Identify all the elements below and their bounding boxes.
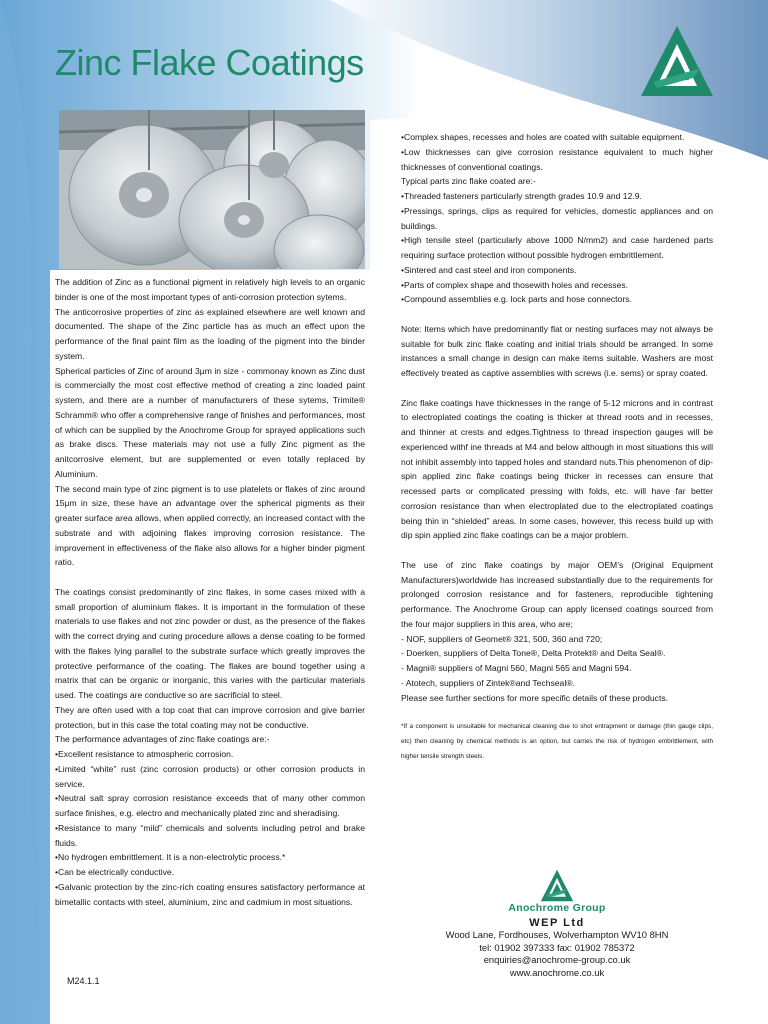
body-paragraph: Zinc flake coatings have thicknesses in the range of 5-12 microns and in contrast to electroplated coatings the coating is thicker at thread roots and in recesses, and thinner at crests and edges.Tightness to thread inspection gauges will be experienced withf ine threads at M4 and below although in most situations this will not inhibit assembly into tapped holes and standard nuts.This phenomenon of dip-spin applied zinc flake coatings being thicker in recesses can ensure that recessed parts or complicated pressing with folds, etc. will have far better corrosion resistance than when electroplated due to the electroplated coatings being thin in “shielded” areas. In some cases, however, this recess build up with dip spin applied zinc flake coatings can be a major problem.: [401, 397, 713, 541]
body-paragraph: They are often used with a top coat that can improve corrosion and give barrier protection, but in this case the total coating may not be conductive.: [55, 704, 365, 730]
right-text-column: [401, 130, 713, 764]
body-paragraph: •High tensile steel (particularly above 1000 N/mm2) and case hardened parts requiring surface protection without possible hydrogen embrittlement.: [401, 235, 713, 260]
footer-contact-block: [401, 868, 713, 979]
body-paragraph: •Complex shapes, recesses and holes are coated with suitable equipment.: [401, 132, 685, 142]
phone-fax: tel: 01902 397333 fax: 01902 785372: [479, 941, 635, 953]
paragraph-gap: [401, 381, 713, 396]
body-paragraph: •Galvanic protection by the zinc-rich coating ensures satisfactory performance at bimetallic contacts with steel, aluminium, zinc and cadmium in most situations.: [55, 881, 365, 907]
body-paragraph: Typical parts zinc flake coated are:-: [401, 176, 536, 187]
paragraph-gap: [401, 705, 713, 720]
body-paragraph: •Low thicknesses can give corrosion resistance equivalent to much higher thicknesses of conventional coatings.: [401, 146, 713, 172]
email-link[interactable]: enquiries@anochrome-group.co.uk: [483, 954, 631, 965]
body-paragraph: •No hydrogen embrittlement. It is a non-electrolytic process.*: [55, 852, 286, 863]
left-text-column: [55, 275, 365, 909]
body-paragraph: •Neutral salt spray corrosion resistance exceeds that of many other common surface finishes, e.g. electro and mechanically plated zinc and sheradising.: [55, 793, 365, 818]
body-paragraph: The performance advantages of zinc flake coatings are:-: [55, 734, 270, 745]
body-paragraph: •Can be electrically conductive.: [55, 867, 175, 877]
address: Wood Lane, Fordhouses, Wolverhampton WV10 8HN: [445, 929, 669, 940]
body-paragraph: The addition of Zinc as a functional pigment in relatively high levels to an organic binder is one of the most important types of anti-corrosion protection sytems.: [55, 277, 365, 302]
body-paragraph: •Compound assemblies e.g. lock parts and hose connectors.: [401, 294, 632, 305]
body-paragraph: The anticorrosive properties of zinc as explained elsewhere are well known and documented. The shape of the Zinc particle has as much an effect upon the performance of the final paint film as the loading of the pigment into the binder system.: [55, 306, 365, 361]
website-link[interactable]: www.anochrome.co.uk: [509, 966, 605, 978]
body-paragraph: Please see further sections for more specific details of these products.: [401, 692, 669, 703]
body-paragraph: •Parts of complex shape and thosewith holes and recesses.: [401, 279, 629, 290]
body-paragraph: - Doerken, suppliers of Delta Tone®, Delta Protekt® and Delta Seal®.: [401, 648, 666, 659]
paragraph-gap: [401, 307, 713, 322]
body-paragraph: •Excellent resistance to atmospheric corrosion.: [55, 749, 234, 759]
page-title: Zinc Flake Coatings: [55, 42, 364, 83]
body-paragraph: The coatings consist predominantly of zinc flakes, in some cases mixed with a small proportion of aluminium flakes. It is important in the formulation of these materials to use flakes and not zinc powder or dust, as the presence of the flakes with the correct drying and curing procedure allows a dense coating to be formed with the flakes lying parallel to the substrate surface which greatly improves the protective performance of the coating. The flakes are bound together using a matrix that can be organic or inorganic, this varies with the particular materials used. The coatings are conductive so are sacrificial to steel.: [55, 586, 365, 700]
body-paragraph: •Pressings, springs, clips as required for vehicles, domestic appliances and on buildings.: [401, 205, 713, 231]
body-paragraph: - Magni® suppliers of Magni 560, Magni 565 and Magni 594.: [401, 663, 632, 673]
body-paragraph: •Threaded fasteners particularly strength grades 10.9 and 12.9.: [401, 191, 642, 201]
body-paragraph: Note: Items which have predominantly flat or nesting surfaces may not always be suitable for bulk zinc flake coating and initial trials should be arranged. In some instances a small change in design can make items suitable. Washers are most effectively treated as captive assemblies with screws (i.e. sems) or spray coated.: [401, 323, 713, 378]
body-paragraph: •Resistance to many “mild” chemicals and solvents including petrol and brake fluids.: [55, 822, 365, 848]
body-paragraph: - NOF, suppliers of Geomet® 321, 500, 360 and 720;: [401, 633, 603, 644]
paragraph-gap: [55, 570, 365, 585]
company-name: WEP Ltd: [529, 917, 585, 929]
anochrome-footer-logo-icon: [539, 868, 575, 904]
reference-code: M24.1.1: [67, 976, 100, 986]
group-name: Anochrome Group: [508, 902, 606, 914]
body-paragraph: The second main type of zinc pigment is to use platelets or flakes of zinc around 15μm in size, these have an advantage over the spherical pigments as their greater surface area allows, when applied correctly, an increased contact with the substrate and with adjoining flakes improving corrosion resistance. The improvement in effectiveness of the flake also allows for a higher binder pigment ratio.: [55, 483, 365, 568]
paragraph-gap: [401, 543, 713, 558]
body-paragraph: •Sintered and cast steel and iron components.: [401, 264, 577, 275]
body-paragraph: •Limited “white” rust (zinc corrosion products) or other corrosion products in service.: [55, 763, 365, 789]
body-paragraph: The use of zinc flake coatings by major OEM’s (Original Equipment Manufacturers)worldwide has increased substantially due to the requirements for prolonged corrosion resistance and for fasteners, reproducible tightening performance. The Anochrome Group can apply licensed coatings sourced from the four major suppliers in this area, who are;: [401, 559, 713, 629]
body-paragraph: Spherical particles of Zinc of around 3μm in size - commonay known as Zinc dust is commercially the most cost effective method of creating a zinc loaded paint system, and there are a number of manufacturers of these sytems, Trimite® Schramm® who offer a comprehensive range of finishes and performances, most of which can be supplied by the Anochrome Group for sprayed applications such as brake discs. These materials may not use a fully Zinc pigment as the anitcorrosive element, but are supplemented or even totally replaced by Aluminium.: [55, 365, 365, 479]
footnote: *If a component is unsuitable for mechanical cleaning due to shot entrapment or damage (thin gauge clips, etc) then cleaning by chemical methods is an option, but carries the risk of hydrogen embrittlement, with higher tensile strength steels.: [401, 723, 713, 760]
anochrome-logo-icon: [637, 22, 717, 102]
brake-discs-photo: [59, 110, 365, 269]
body-paragraph: - Atotech, suppliers of Zintek®and Techseal®.: [401, 677, 575, 688]
